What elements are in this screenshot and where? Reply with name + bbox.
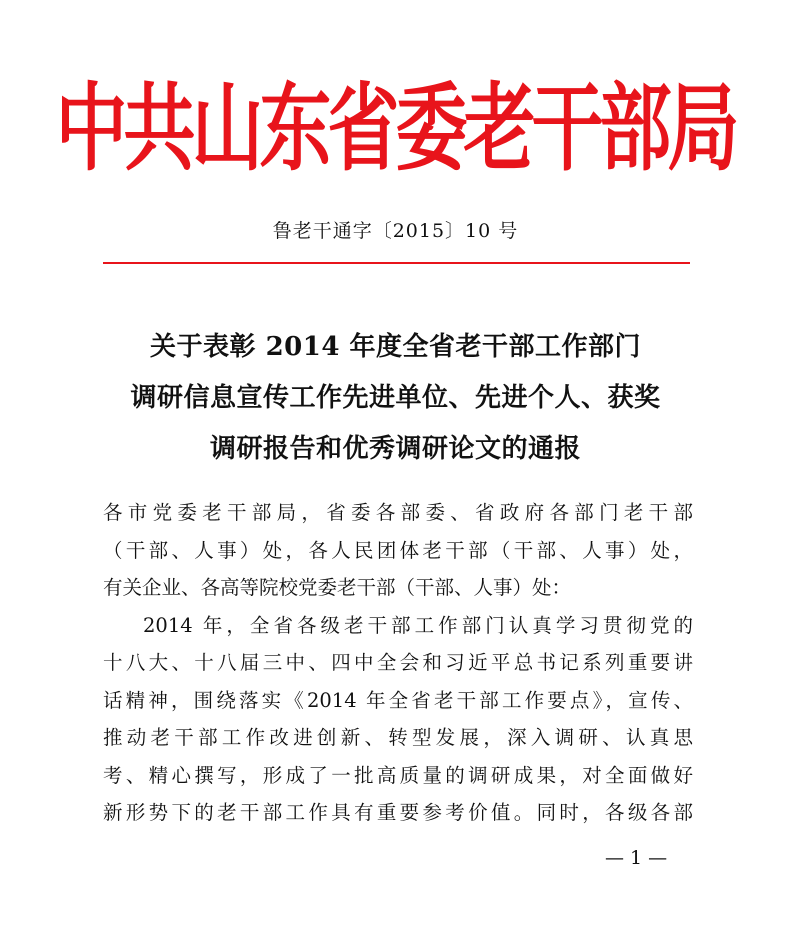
- paragraph-line-2: 十八大、十八届三中、四中全会和习近平总书记系列重要讲: [103, 651, 693, 674]
- paragraph-line-3: 话精神，围绕落实《2014 年全省老干部工作要点》，宣传、: [103, 688, 693, 712]
- notice-title: [80, 322, 711, 475]
- masthead-title: 中共山东省委老干部局: [55, 72, 736, 184]
- red-separator-line: [103, 262, 690, 264]
- page-number: — 1 —: [605, 847, 668, 869]
- paragraph-line-1: 2014 年，全省各级老干部工作部门认真学习贯彻党的: [143, 613, 693, 637]
- title-line-2: 调研信息宣传工作先进单位、先进个人、获奖: [130, 383, 661, 413]
- addressee-line-2: （干部、人事）处，各人民团体老干部（干部、人事）处，: [103, 538, 693, 562]
- addressee-line-1: 各市党委老干部局，省委各部委、省政府各部门老干部: [103, 501, 693, 524]
- title-line-1: 关于表彰 2014 年度全省老干部工作部门: [150, 332, 641, 362]
- paragraph-line-6: 新形势下的老干部工作具有重要参考价值。同时，各级各部: [103, 801, 693, 824]
- paragraph-line-4: 推动老干部工作改进创新、转型发展，深入调研、认真思: [103, 726, 693, 749]
- title-line-3: 调研报告和优秀调研论文的通报: [209, 434, 581, 464]
- document-number: 鲁老干通字〔2015〕10 号: [272, 220, 519, 242]
- addressee-line-3: 有关企业、各高等院校党委老干部（干部、人事）处：: [103, 576, 572, 599]
- body-text: [103, 494, 693, 832]
- paragraph-line-5: 考、精心撰写，形成了一批高质量的调研成果，对全面做好: [103, 763, 693, 787]
